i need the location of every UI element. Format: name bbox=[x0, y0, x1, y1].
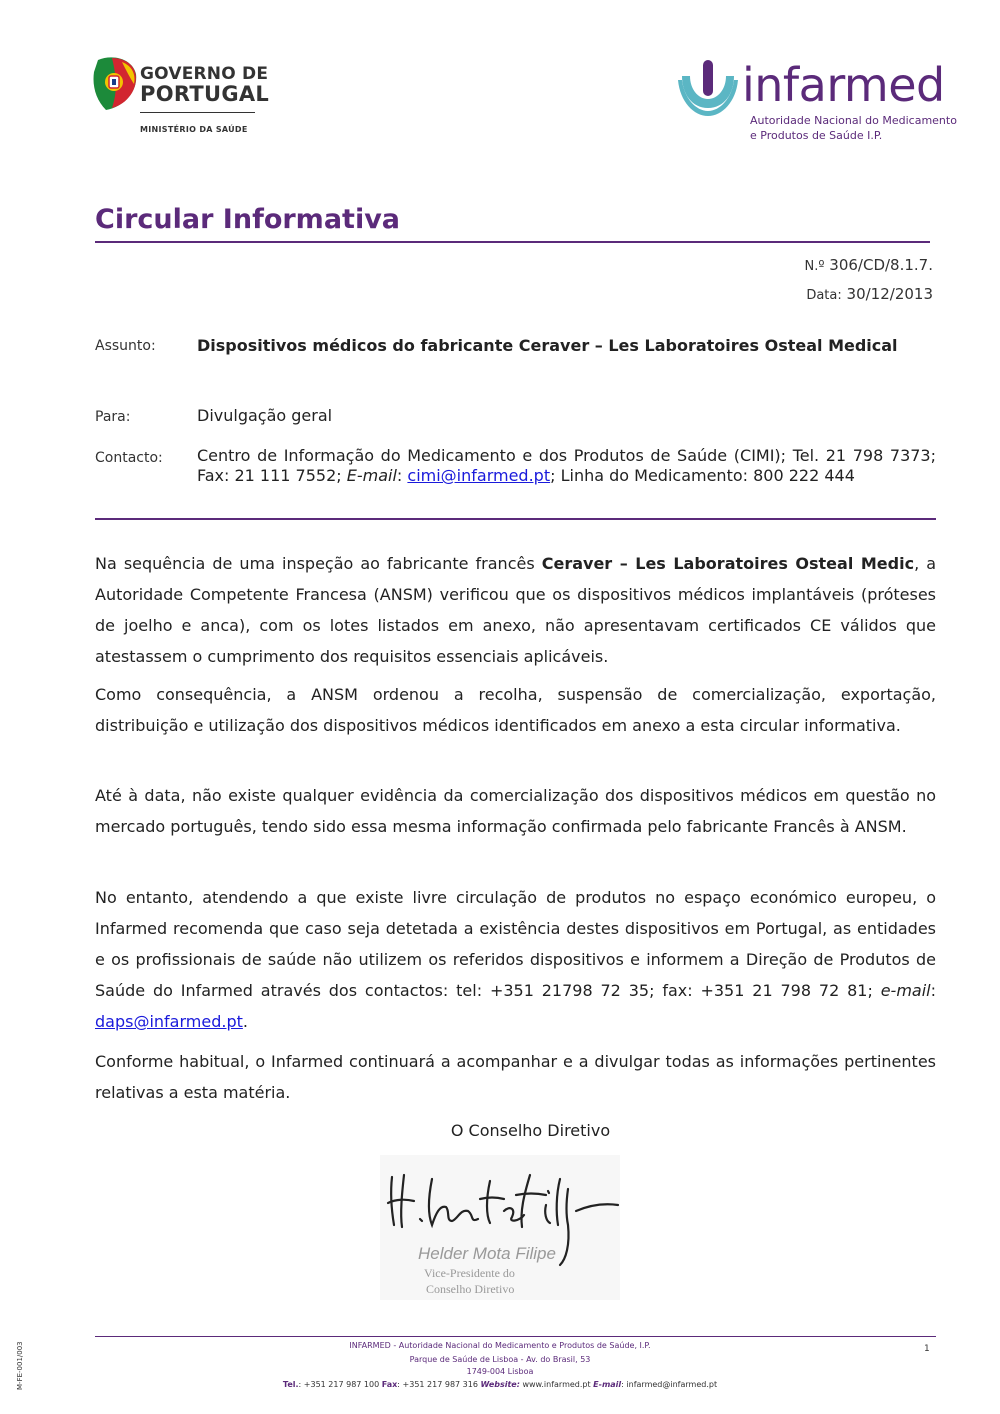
assunto-value: Dispositivos médicos do fabricante Ceraver – Les Laboratoires Osteal Medical bbox=[197, 336, 898, 355]
gov-title-line2: PORTUGAL bbox=[140, 82, 270, 106]
p1-text: Na sequência de uma inspeção ao fabricante francês bbox=[95, 554, 542, 573]
page-number: 1 bbox=[924, 1344, 930, 1354]
footer-email[interactable]: : infarmed@infarmed.pt bbox=[621, 1380, 718, 1389]
contacto-email-sep: : bbox=[396, 466, 408, 485]
body-paragraph-1 bbox=[95, 548, 936, 672]
body-paragraph-5: Conforme habitual, o Infarmed continuará a acompanhar e a divulgar todas as informações pertinentes relativas a esta matéria. bbox=[95, 1052, 936, 1102]
circular-number bbox=[805, 256, 933, 274]
footer-fax-label: Fax bbox=[381, 1380, 398, 1389]
footer-divider bbox=[95, 1336, 936, 1337]
contacto-value bbox=[197, 446, 936, 486]
p4-email-sep: : bbox=[930, 981, 936, 1000]
body-paragraph-3: Até à data, não existe qualquer evidência da comercialização dos dispositivos médicos em questão no mercado português, tendo sido essa mesma informação confirmada pelo fabricante Francês à ANSM. bbox=[95, 786, 936, 836]
gov-title-line1: GOVERNO DE bbox=[140, 64, 269, 84]
footer-tel-label: Tel. bbox=[282, 1380, 299, 1389]
p4-text: No entanto, atendendo a que existe livre circulação de produtos no espaço económico europeu, o Infarmed recomenda que caso seja detetada a existência destes dispositivos em Portugal, as entidades e os profissionais de saúde não utilizem os referidos dispositivos e informem a Direção de Produtos de Saúde do Infarmed através dos contactos: tel: +351 21798 72 35; fax: +351 21 798 72 81; bbox=[95, 888, 936, 1000]
infarmed-wordmark: infarmed bbox=[742, 58, 945, 112]
assunto-label: Assunto: bbox=[95, 338, 156, 354]
closing-text: O Conselho Diretivo bbox=[450, 1121, 611, 1140]
document-title: Circular Informativa bbox=[95, 204, 401, 235]
numero-label: N.º bbox=[804, 259, 825, 274]
closing-line bbox=[95, 1121, 936, 1140]
p4-text-end: . bbox=[242, 1012, 248, 1031]
daps-email-link[interactable]: daps@infarmed.pt bbox=[95, 1012, 243, 1031]
stamp-name: Helder Mota Filipe bbox=[418, 1244, 556, 1263]
footer-contacts bbox=[0, 1380, 1000, 1389]
title-divider bbox=[95, 241, 930, 243]
footer-org: INFARMED - Autoridade Nacional do Medicamento e Produtos de Saúde, I.P. bbox=[349, 1341, 651, 1350]
stamp-role-2: Conselho Diretivo bbox=[426, 1282, 515, 1296]
p1-text-end: , a Autoridade Competente Francesa (ANSM) verificou que os dispositivos médicos implantáveis (próteses de joelho e anca), com os lotes listados em anexo, não apresentavam certificados CE válidos que atestassem o cumprimento dos requisitos essenciais aplicáveis. bbox=[95, 554, 937, 666]
infarmed-mark-icon bbox=[676, 58, 740, 120]
footer-postcode: 1749-004 Lisboa bbox=[466, 1367, 534, 1376]
stamp-role-1: Vice-Presidente do bbox=[424, 1266, 515, 1280]
p4-email-label: e-mail bbox=[880, 981, 931, 1000]
infarmed-subtitle-line1: Autoridade Nacional do Medicamento bbox=[750, 114, 957, 127]
contacto-email-label: E-mail bbox=[346, 466, 397, 485]
form-code: M-FE-001/003 bbox=[16, 1341, 24, 1390]
contact-divider bbox=[95, 518, 936, 520]
footer-web[interactable]: www.infarmed.pt bbox=[519, 1380, 594, 1389]
circular-date bbox=[806, 285, 933, 303]
handwritten-signature bbox=[380, 1155, 620, 1300]
body-paragraph-4 bbox=[95, 882, 936, 1037]
cimi-email-link[interactable]: cimi@infarmed.pt bbox=[407, 466, 551, 485]
footer-email-label: E-mail bbox=[593, 1380, 622, 1389]
body-paragraph-2: Como consequência, a ANSM ordenou a recolha, suspensão de comercialização, exportação, distribuição e utilização dos dispositivos médicos identificados em anexo a esta circular informativa. bbox=[95, 685, 936, 735]
contacto-label: Contacto: bbox=[95, 450, 163, 466]
footer-fax: : +351 217 987 316 bbox=[397, 1380, 481, 1389]
numero-value: 306/CD/8.1.7. bbox=[829, 256, 933, 274]
footer-web-label: Website: bbox=[480, 1380, 520, 1389]
infarmed-subtitle-line2: e Produtos de Saúde I.P. bbox=[750, 129, 883, 142]
para-label: Para: bbox=[95, 409, 131, 425]
data-label: Data: bbox=[806, 288, 842, 303]
p1-manufacturer: Ceraver – Les Laboratoires Osteal Medic bbox=[541, 554, 915, 573]
gov-ministry: MINISTÉRIO DA SAÚDE bbox=[140, 125, 248, 134]
footer-address: Parque de Saúde de Lisboa - Av. do Brasil, 53 bbox=[409, 1355, 591, 1364]
contacto-text: Centro de Informação do Medicamento e dos Produtos de Saúde (CIMI); Tel. 21 798 7373; Fax: 21 111 7552; bbox=[197, 446, 936, 485]
portugal-shield-logo bbox=[92, 56, 138, 112]
data-value: 30/12/2013 bbox=[846, 285, 933, 303]
footer-tel: : +351 217 987 100 bbox=[298, 1380, 382, 1389]
gov-divider bbox=[140, 112, 255, 113]
para-value: Divulgação geral bbox=[197, 406, 333, 425]
contacto-text-end: ; Linha do Medicamento: 800 222 444 bbox=[550, 466, 855, 485]
